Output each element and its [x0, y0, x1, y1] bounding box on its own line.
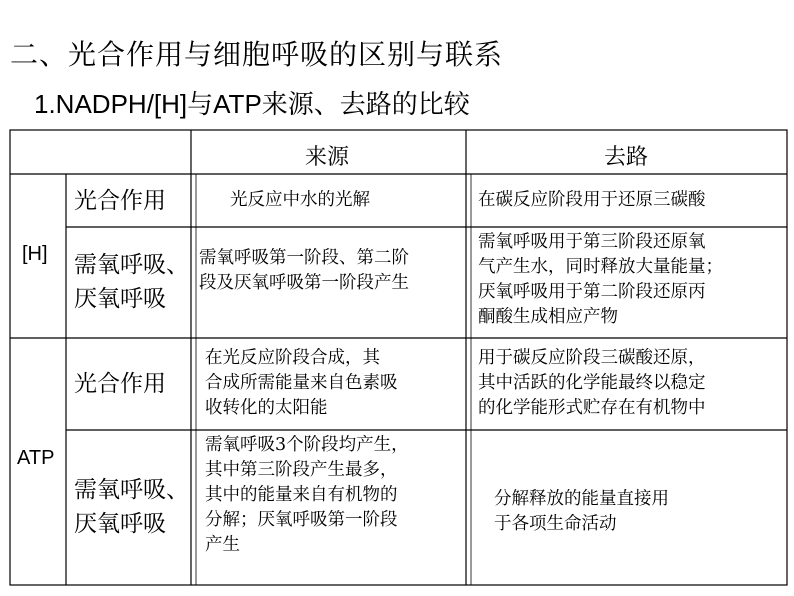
cell-destination-h-photosynthesis: 在碳反应阶段用于还原三碳酸: [478, 190, 706, 210]
cell-source-atp-respiration: 需氧呼吸3个阶段均产生， 其中第三阶段产生最多， 其中的能量来自有机物的 分解；厌氧呼吸第一阶段 产生: [205, 435, 409, 555]
cell-source-h-respiration: 需氧呼吸第一阶段、第二阶 段及厌氧呼吸第一阶段产生: [199, 248, 409, 293]
row-process-atp-photosynthesis: 光合作用: [74, 371, 166, 397]
cell-destination-atp-photosynthesis: 用于碳反应阶段三碳酸还原， 其中活跃的化学能最终以稳定 的化学能形式贮存在有机物中: [478, 348, 706, 418]
cell-destination-h-respiration: 需氧呼吸用于第三阶段还原氧 气产生水，同时释放大量能量； 厌氧呼吸用于第二阶段还原丙 酮酸生成相应产物: [478, 232, 723, 327]
header-destination: 去路: [604, 145, 649, 170]
row-process-h-respiration: 需氧呼吸、 厌氧呼吸: [74, 252, 189, 312]
row-process-h-photosynthesis: 光合作用: [74, 188, 166, 214]
cell-source-h-photosynthesis: 光反应中水的光解: [230, 190, 370, 210]
group-label-atp: ATP: [17, 447, 55, 469]
cell-destination-atp-respiration: 分解释放的能量直接用 于各项生命活动: [494, 489, 669, 534]
header-source: 来源: [305, 145, 350, 170]
page-subtitle: 1.NADPH/[H]与ATP来源、去路的比较: [34, 89, 470, 119]
group-label-h: [H]: [22, 243, 48, 265]
page-title: 二、光合作用与细胞呼吸的区别与联系: [10, 38, 504, 71]
cell-source-atp-photosynthesis: 在光反应阶段合成，其 合成所需能量来自色素吸 收转化的太阳能: [205, 348, 398, 418]
row-process-atp-respiration: 需氧呼吸、 厌氧呼吸: [74, 477, 189, 537]
